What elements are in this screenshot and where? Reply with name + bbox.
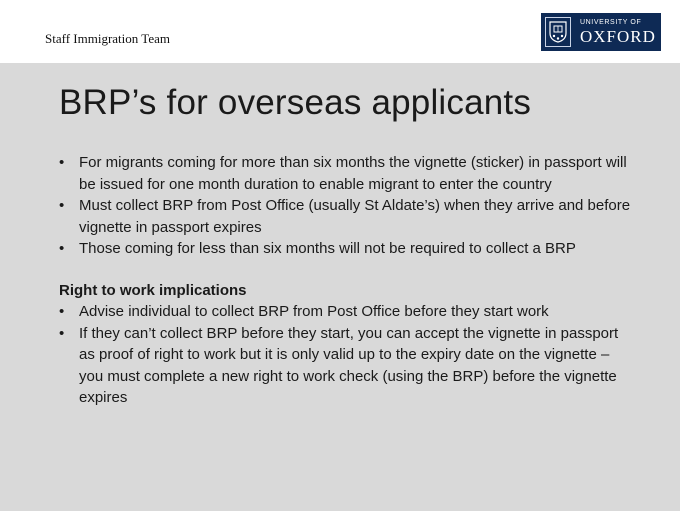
bullet-text: Must collect BRP from Post Office (usually St Aldate’s) when they arrive and before vignette in passport expires: [79, 197, 631, 236]
bullet-icon: •: [59, 197, 65, 214]
logo-university-text: UNIVERSITY OF: [580, 19, 642, 26]
slide-title: BRP’s for overseas applicants: [59, 83, 532, 122]
bullet-icon: •: [59, 240, 65, 257]
section-heading: Right to work implications: [59, 281, 247, 299]
bullet-text: Those coming for less than six months will not be required to collect a BRP: [79, 240, 576, 257]
list-item: [59, 152, 634, 195]
bullet-icon: •: [59, 324, 65, 342]
team-name: Staff Immigration Team: [45, 31, 170, 46]
list-item: [59, 195, 634, 238]
list-item: [59, 301, 634, 323]
oxford-logo: [541, 13, 661, 51]
crest-icon: [545, 17, 571, 47]
section-bullet-list: [59, 301, 634, 409]
logo-oxford-text: OXFORD: [580, 27, 656, 46]
list-item: [59, 238, 634, 260]
bullet-list: [59, 152, 634, 260]
bullet-icon: •: [59, 303, 65, 320]
header: [0, 0, 680, 63]
bullet-text: If they can’t collect BRP before they start, you can accept the vignette in passport as proof of right to work but it is only valid up to the expiry date on the vignette – you must complete a new right to work check (using the BRP) before the vignette expires: [79, 324, 619, 406]
bullet-icon: •: [59, 154, 65, 171]
list-item: [59, 323, 634, 409]
bullet-text: Advise individual to collect BRP from Post Office before they start work: [79, 303, 549, 320]
slide-content: [59, 152, 634, 409]
bullet-text: For migrants coming for more than six months the vignette (sticker) in passport will be issued for one month duration to enable migrant to enter the country: [79, 154, 627, 193]
